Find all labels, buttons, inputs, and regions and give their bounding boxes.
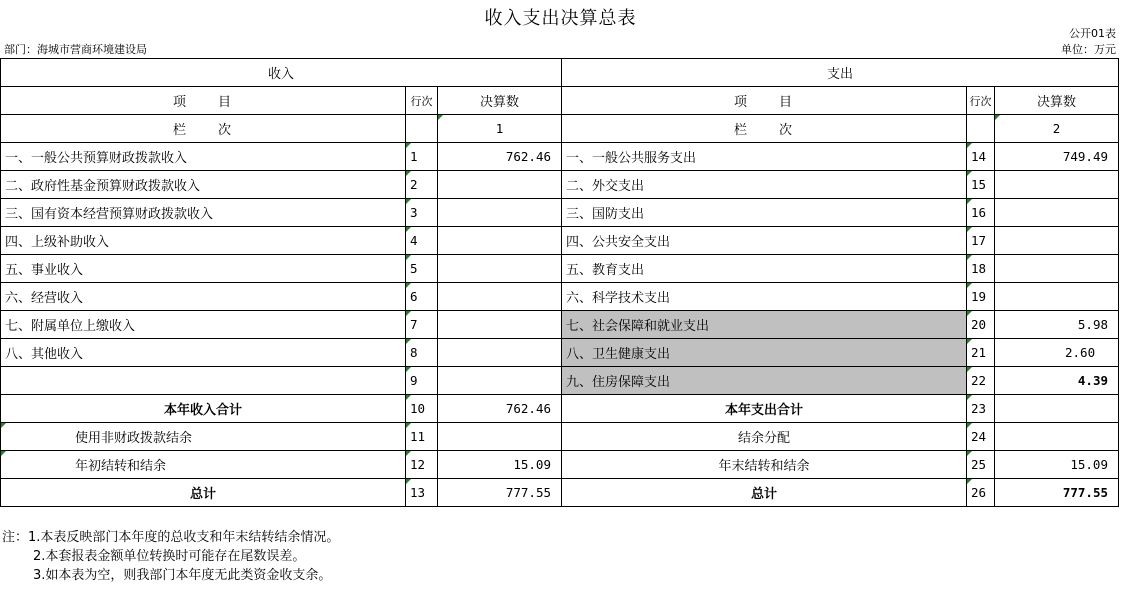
expense-row-no: 20 <box>967 311 995 339</box>
income-lanci-row <box>406 115 438 143</box>
table-row <box>1 395 1119 423</box>
income-total-label: 总计 <box>1 479 406 507</box>
income-row-header: 行次 <box>406 87 438 115</box>
income-amount: 15.09 <box>438 451 562 479</box>
income-row-no: 2 <box>406 171 438 199</box>
income-item: 八、其他收入 <box>1 339 406 367</box>
expense-lanci-label: 栏 次 <box>562 115 967 143</box>
expense-amount: 749.49 <box>995 143 1119 171</box>
income-row-no: 5 <box>406 255 438 283</box>
expense-amount <box>995 423 1119 451</box>
expense-item: 三、国防支出 <box>562 199 967 227</box>
income-item <box>1 367 406 395</box>
income-item: 年初结转和结余 <box>1 451 406 479</box>
expense-item: 二、外交支出 <box>562 171 967 199</box>
report-title: 收入支出决算总表 <box>484 8 637 29</box>
table-row <box>1 451 1119 479</box>
note-line: 注：1.本表反映部门本年度的总收支和年末结转结余情况。 <box>2 530 340 545</box>
expense-item: 年末结转和结余 <box>562 451 967 479</box>
column-header-row <box>1 87 1119 115</box>
expense-item: 一、一般公共服务支出 <box>562 143 967 171</box>
expense-row-header: 行次 <box>967 87 995 115</box>
expense-amount: 777.55 <box>995 479 1119 507</box>
income-row-no: 3 <box>406 199 438 227</box>
expense-row-no: 17 <box>967 227 995 255</box>
expense-lanci-row <box>967 115 995 143</box>
income-amount <box>438 311 562 339</box>
expense-amount <box>995 395 1119 423</box>
column-number-row <box>1 115 1119 143</box>
income-row-no: 7 <box>406 311 438 339</box>
income-item: 六、经营收入 <box>1 283 406 311</box>
income-amount <box>438 423 562 451</box>
expense-row-no: 25 <box>967 451 995 479</box>
expense-item: 五、教育支出 <box>562 255 967 283</box>
expense-item: 结余分配 <box>562 423 967 451</box>
expense-item: 八、卫生健康支出 <box>562 339 967 367</box>
section-header-row <box>1 59 1119 87</box>
income-row-no: 6 <box>406 283 438 311</box>
income-row-no: 4 <box>406 227 438 255</box>
income-section-header: 收入 <box>1 59 562 87</box>
note-line: 3.如本表为空，则我部门本年度无此类资金收支余。 <box>33 568 332 583</box>
table-row <box>1 339 1119 367</box>
income-item: 五、事业收入 <box>1 255 406 283</box>
table-row <box>1 227 1119 255</box>
income-amount: 777.55 <box>438 479 562 507</box>
unit-label: 单位：万元 <box>1061 43 1116 56</box>
expense-amount <box>995 199 1119 227</box>
notes <box>2 528 339 585</box>
expense-row-no: 26 <box>967 479 995 507</box>
income-item: 四、上级补助收入 <box>1 227 406 255</box>
expense-item: 六、科学技术支出 <box>562 283 967 311</box>
expense-column-number: 2 <box>995 115 1119 143</box>
income-amount <box>438 171 562 199</box>
income-amount <box>438 367 562 395</box>
expense-amount-header: 决算数 <box>995 87 1119 115</box>
expense-subtotal-label: 本年支出合计 <box>562 395 967 423</box>
expense-amount <box>995 227 1119 255</box>
expense-amount: 4.39 <box>995 367 1119 395</box>
expense-row-no: 18 <box>967 255 995 283</box>
expense-row-no: 16 <box>967 199 995 227</box>
income-item: 二、政府性基金预算财政拨款收入 <box>1 171 406 199</box>
table-row <box>1 199 1119 227</box>
expense-row-no: 15 <box>967 171 995 199</box>
income-row-no: 11 <box>406 423 438 451</box>
income-row-no: 10 <box>406 395 438 423</box>
income-row-no: 9 <box>406 367 438 395</box>
table-row <box>1 367 1119 395</box>
income-row-no: 13 <box>406 479 438 507</box>
income-row-no: 1 <box>406 143 438 171</box>
expense-section-header: 支出 <box>562 59 1119 87</box>
income-amount <box>438 339 562 367</box>
expense-amount <box>995 255 1119 283</box>
income-subtotal-label: 本年收入合计 <box>1 395 406 423</box>
income-amount <box>438 227 562 255</box>
expense-total-label: 总计 <box>562 479 967 507</box>
expense-amount: 2.60 <box>995 339 1119 367</box>
expense-item: 四、公共安全支出 <box>562 227 967 255</box>
table-row <box>1 283 1119 311</box>
income-item-header: 项 目 <box>1 87 406 115</box>
income-amount: 762.46 <box>438 143 562 171</box>
income-item: 一、一般公共预算财政拨款收入 <box>1 143 406 171</box>
income-expense-table <box>0 58 1119 507</box>
income-row-no: 12 <box>406 451 438 479</box>
expense-amount <box>995 171 1119 199</box>
expense-row-no: 21 <box>967 339 995 367</box>
department-label: 部门：海城市营商环境建设局 <box>4 43 147 56</box>
income-amount-header: 决算数 <box>438 87 562 115</box>
income-amount: 762.46 <box>438 395 562 423</box>
expense-item-header: 项 目 <box>562 87 967 115</box>
income-column-number: 1 <box>438 115 562 143</box>
expense-item: 九、住房保障支出 <box>562 367 967 395</box>
expense-row-no: 23 <box>967 395 995 423</box>
table-row <box>1 479 1119 507</box>
expense-amount <box>995 283 1119 311</box>
income-item: 七、附属单位上缴收入 <box>1 311 406 339</box>
table-row <box>1 171 1119 199</box>
expense-row-no: 24 <box>967 423 995 451</box>
expense-amount: 5.98 <box>995 311 1119 339</box>
table-row <box>1 311 1119 339</box>
table-row <box>1 255 1119 283</box>
income-amount <box>438 199 562 227</box>
expense-row-no: 19 <box>967 283 995 311</box>
expense-amount: 15.09 <box>995 451 1119 479</box>
table-code: 公开01表 <box>1069 27 1116 40</box>
expense-row-no: 22 <box>967 367 995 395</box>
income-lanci-label: 栏 次 <box>1 115 406 143</box>
note-line: 2.本套报表金额单位转换时可能存在尾数误差。 <box>33 549 306 564</box>
expense-row-no: 14 <box>967 143 995 171</box>
table-row <box>1 423 1119 451</box>
income-item: 使用非财政拨款结余 <box>1 423 406 451</box>
income-amount <box>438 283 562 311</box>
income-amount <box>438 255 562 283</box>
income-item: 三、国有资本经营预算财政拨款收入 <box>1 199 406 227</box>
table-row <box>1 143 1119 171</box>
expense-item: 七、社会保障和就业支出 <box>562 311 967 339</box>
income-row-no: 8 <box>406 339 438 367</box>
